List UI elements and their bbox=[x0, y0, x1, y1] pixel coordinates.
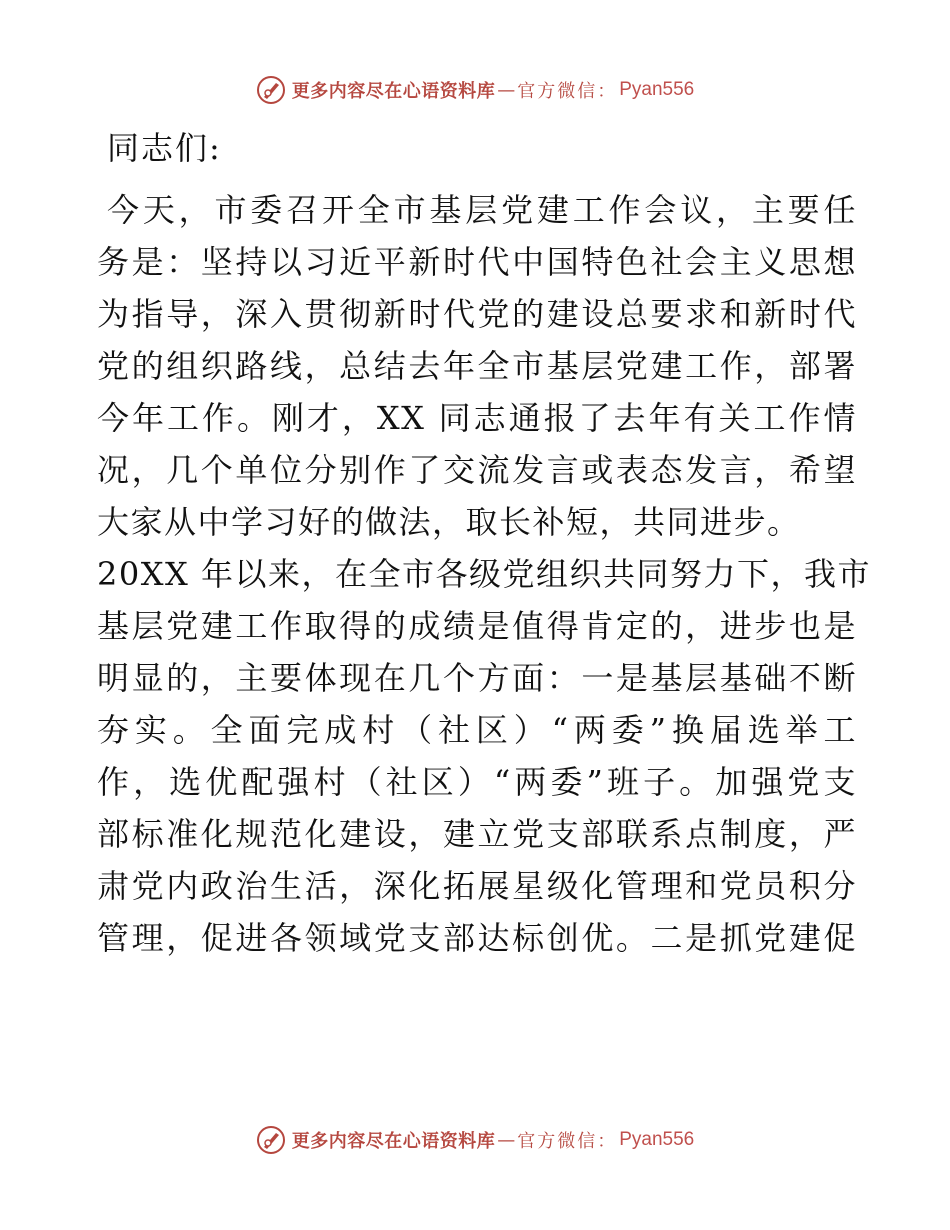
paragraph-line: 明显的，主要体现在几个方面：一是基层基础不断 bbox=[97, 659, 857, 697]
quill-logo-icon bbox=[256, 75, 286, 105]
paragraph-line: 党的组织路线，总结去年全市基层党建工作，部署 bbox=[97, 347, 857, 385]
paragraph-line: 为指导，深入贯彻新时代党的建设总要求和新时代 bbox=[97, 295, 857, 333]
watermark-label: 官方微信： bbox=[517, 1131, 618, 1152]
watermark-separator: — bbox=[497, 1129, 516, 1151]
paragraph-line: 大家从中学习好的做法，取长补短，共同进步。 bbox=[97, 503, 801, 541]
paragraph-line: 况，几个单位分别作了交流发言或表态发言，希望 bbox=[97, 451, 857, 489]
watermark-separator: — bbox=[497, 79, 516, 101]
footer-watermark bbox=[0, 1120, 950, 1160]
header-watermark bbox=[0, 70, 950, 110]
salutation: 同志们: bbox=[107, 129, 222, 167]
watermark-brand: 更多内容尽在心语资料库 bbox=[291, 1131, 496, 1152]
paragraph-line: 作，选优配强村（社区）“两委”班子。加强党支 bbox=[97, 763, 857, 801]
paragraph-line: 今年工作。刚才，XX 同志通报了去年有关工作情 bbox=[97, 399, 857, 437]
paragraph-line: 肃党内政治生活，深化拓展星级化管理和党员积分 bbox=[97, 867, 857, 905]
watermark-brand: 更多内容尽在心语资料库 bbox=[291, 81, 496, 102]
paragraph-line: 20XX 年以来，在全市各级党组织共同努力下，我市 bbox=[97, 555, 871, 593]
paragraph-line: 务是：坚持以习近平新时代中国特色社会主义思想 bbox=[97, 243, 857, 281]
quill-logo-icon bbox=[256, 1125, 286, 1155]
paragraph-line: 今天，市委召开全市基层党建工作会议，主要任 bbox=[107, 191, 857, 229]
paragraph-line: 管理，促进各领域党支部达标创优。二是抓党建促 bbox=[97, 919, 857, 957]
paragraph-line: 夯实。全面完成村（社区）“两委”换届选举工 bbox=[97, 711, 857, 749]
paragraph-line: 部标准化规范化建设，建立党支部联系点制度，严 bbox=[97, 815, 857, 853]
document-body bbox=[97, 122, 871, 964]
watermark-wechat-id: Pyan556 bbox=[619, 1129, 695, 1150]
watermark-wechat-id: Pyan556 bbox=[619, 79, 695, 100]
paragraph-line: 基层党建工作取得的成绩是值得肯定的，进步也是 bbox=[97, 607, 857, 645]
watermark-label: 官方微信： bbox=[517, 81, 618, 102]
